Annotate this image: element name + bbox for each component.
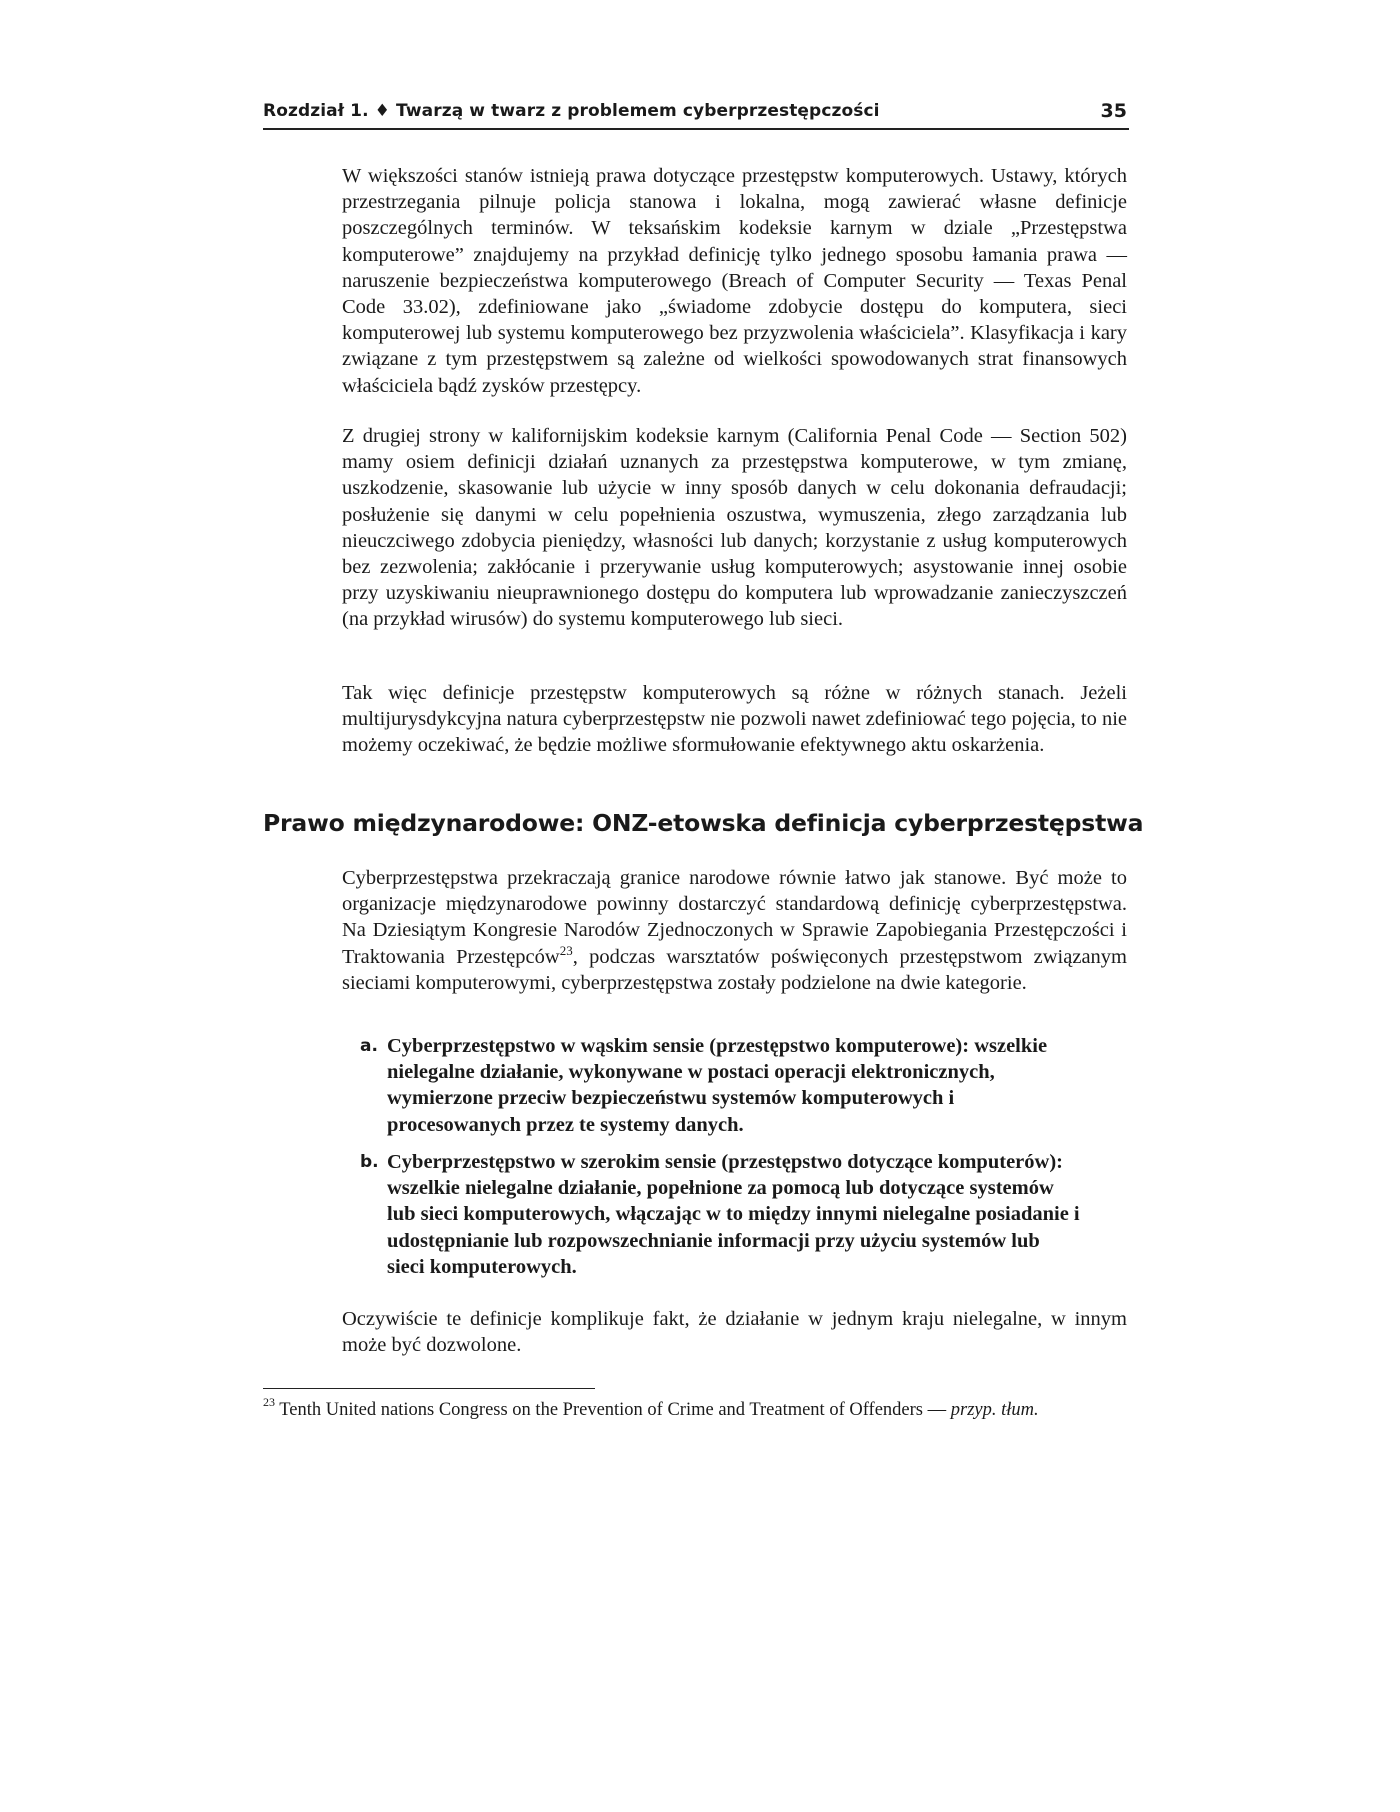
definition-text: Cyberprzestępstwo w szerokim sensie (przestępstwo dotyczące komputerów): wszelkie nielegalne działanie, popełnione za pomocą lub dotyczące systemów lub sieci komputerowych, włączając w to między innymi nielegalne posiadanie i udostępnianie lub rozpowszechnianie informacji przy użyciu systemów lub sieci komputerowych. [387,1151,1080,1278]
definition-item-broad [360,1149,1080,1280]
footnote-reference[interactable]: 23 [559,942,573,958]
footnote-text: Tenth United nations Congress on the Prevention of Crime and Treatment of Offenders — [275,1400,951,1420]
paragraph-california-law: Z drugiej strony w kalifornijskim kodeksie karnym (California Penal Code — Section 502) mamy osiem definicji działań uznanych za przestępstwa komputerowe, w tym zmianę, uszkodzenie, skasowanie lub użycie w inny sposób danych w celu dokonania defraudacji; posłużenie się danymi w celu popełnienia oszustwa, wymuszenia, złego zarządzania lub nieuczciwego zdobycia pieniędzy, własności lub danych; korzystanie z usług komputerowych bez zezwolenia; zakłócanie i przerywanie usług komputerowych; asystowanie innej osobie przy uzyskiwaniu nieuprawnionego dostępu do komputera lub wprowadzanie zanieczyszczeń (na przykład wirusów) do systemu komputerowego lub sieci. [342,425,1127,631]
definition-text: Cyberprzestępstwo w wąskim sensie (przestępstwo komputerowe): wszelkie nielegalne działanie, wykonywane w postaci operacji elektronicznych, wymierzone przeciw bezpieczeństwu systemów komputerowych i procesowanych przez te systemy danych. [387,1035,1048,1136]
paragraph-un-text-after: , podczas warsztatów poświęconych przestępstwom związanym sieciami komputerowymi, cyberprzestępstwa zostały podzielone na dwie kategorie. [342,945,1127,994]
definition-list-b [360,1149,1080,1280]
paragraph-texas-law: W większości stanów istnieją prawa dotyczące przestępstw komputerowych. Ustawy, których przestrzegania pilnuje policja stanowa i lokalna, mogą zawierać własne definicje poszczególnych terminów. W teksańskim kodeksie karnym w dziale „Przestępstwa komputerowe” znajdujemy na przykład definicję tylko jednego sposobu łamania prawa — naruszenie bezpieczeństwa komputerowego (Breach of Computer Security — Texas Penal Code 33.02), zdefiniowane jako „świadome zdobycie dostępu do komputera, sieci komputerowej lub systemu komputerowego bez przyzwolenia właściciela”. Klasyfikacja i kary związane z tym przestępstwem są zależne od wielkości spowodowanych strat finansowych właściciela bądź zysków przestępcy. [342,165,1127,397]
running-header [263,98,1129,130]
paragraph-un-definition [342,865,1127,996]
paragraph-un-text-before: Cyberprzestępstwa przekraczają granice narodowe równie łatwo jak stanowe. Być może to organizacje międzynarodowe powinny dostarczyć standardową definicję cyberprzestępstwa. Na Dziesiątym Kongresie Narodów Zjednoczonych w Sprawie Zapobiegania Przestępczości i Traktowania Przestępców [342,867,1127,968]
footnote [263,1395,1143,1422]
definition-marker: a. [360,1036,378,1056]
footnote-translator-note: przyp. tłum. [950,1400,1039,1420]
section-heading: Prawo międzynarodowe: ONZ-etowska definicja cyberprzestępstwa [263,809,1144,837]
paragraph-conclusion: Oczywiście te definicje komplikuje fakt, że działanie w jednym kraju nielegalne, w innym może być dozwolone. [342,1308,1127,1357]
page-number: 35 [1100,100,1127,122]
definition-item-narrow [360,1033,1080,1138]
definition-list-a [360,1033,1080,1138]
definition-marker: b. [360,1152,379,1172]
chapter-title: Rozdział 1. ♦ Twarzą w twarz z problemem cyberprzestępczości [263,101,880,121]
footnote-number: 23 [263,1395,275,1409]
footnote-divider [263,1388,595,1389]
paragraph-state-differences: Tak więc definicje przestępstw komputerowych są różne w różnych stanach. Jeżeli multijurysdykcyjna natura cyberprzestępstw nie pozwoli nawet zdefiniować tego pojęcia, to nie możemy oczekiwać, że będzie możliwe sformułowanie efektywnego aktu oskarżenia. [342,682,1127,757]
